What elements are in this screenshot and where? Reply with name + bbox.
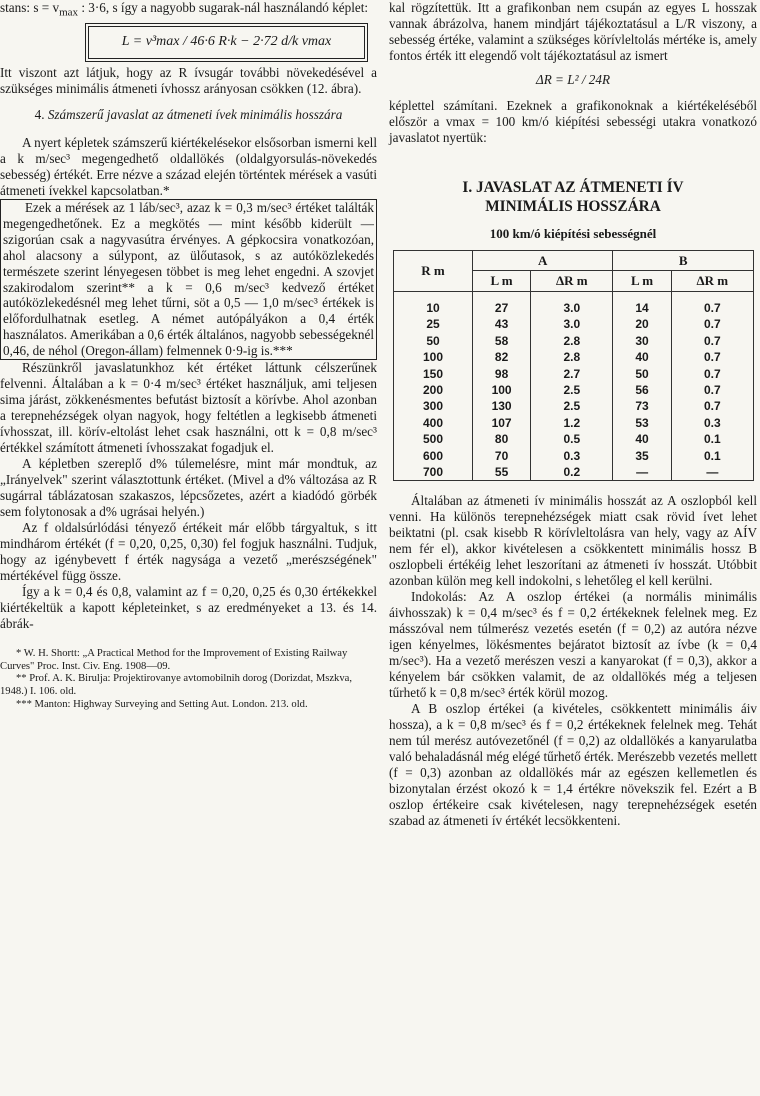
table-cell: 500 [394,431,473,447]
footnotes [0,648,377,712]
table-row [394,349,754,365]
table-cell: 130 [473,398,531,414]
col-header-dr: ΔR m [531,271,613,292]
table-cell: 10 [394,292,473,317]
table-row [394,333,754,349]
table-cell: 40 [613,349,671,365]
paragraph: Általában az átmeneti ív minimális hosszát az A oszlopból kell venni. Ha különös terepnehézségek miatt csak rövid ívet lehet beiktatni (pl. csak kisebb R körívleltolásra van hely, vagy az AÍV nem fér el), akkor kivételesen a csökkentett minimális hossz B oszlopbeli értékéig lehet leszorítani az átmeneti ív hosszát. Utóbbit azonban külön meg kell indokolni, s lehetőleg el kell kerülni. [389,493,757,589]
table-cell: 35 [613,448,671,464]
col-header-r: R m [394,250,473,291]
formula-main: L = v³max / 46·6 R·k − 2·72 d/k vmax [88,26,365,59]
formula-delta-r: ΔR = L² / 24R [535,71,611,87]
table-cell: 70 [473,448,531,464]
table-cell: 73 [613,398,671,414]
table-cell: 98 [473,366,531,382]
paragraph: Részünkről javaslatunkhoz két értéket láttunk célszerűnek felvenni. Általában a k = 0·4 m/sec³ értéket használjuk, ami teljesen sima járást, zökkenésmentes befutást biztosít a körívbe. Ahol azonban a terepnehézségek olyan nagyok, hogy feltétlen a legkisebb átmeneti ívhosszat, ill. körív-eltolást lehet csak használni, ott k = 0,8 m/sec³ értékkel számított átmeneti ívhosszakat fogadjuk el. [0,360,377,456]
table-cell: 0.3 [671,415,753,431]
table-row [394,366,754,382]
table-cell: 0.7 [671,292,753,317]
table-cell: 0.3 [531,448,613,464]
paragraph: Indokolás: Az A oszlop értékei (a normális minimális áivhosszak) k = 0,4 m/sec³ és f = 0,2 értékeknek felelnek meg. Ez másszóval nem túlmerész vezetés esetén (f = 0,2) az autóra nézve igen kényelmes, lökésmentes bejáratot biztosít az ívbe (k = 0,4 m/sec³). Ha a vezető merészen veszi a kanyarokat (f = 0,3), akkor a kényelem bár csökken valamit, de az oldallökés még a teljesen tűrhető k = 0,8 m/sec³ érték körül mozog. [389,589,757,701]
table-row [394,448,754,464]
table-cell: 0.7 [671,333,753,349]
paragraph: kal rögzítettük. Itt a grafikonban nem csupán az egyes L hosszak vannak ábrázolva, hanem mindjárt tájékoztatásul a L/R viszony, a sebesség értéke, valamint a szükséges körívleltolás mértéke is, amely fontos érték itt elegendő volt tájékoztatásul az ismert [389,0,757,63]
table-cell: 200 [394,382,473,398]
table-cell: 2.5 [531,382,613,398]
table-cell: 14 [613,292,671,317]
table-cell: 300 [394,398,473,414]
table-cell: 43 [473,317,531,333]
table-cell: 20 [613,317,671,333]
table-cell: 30 [613,333,671,349]
table-cell: 1.2 [531,415,613,431]
table-cell: 82 [473,349,531,365]
proposal-subtitle: 100 km/ó kiépítési sebességnél [489,225,657,241]
col-header-l: L m [613,271,671,292]
table-cell: — [613,464,671,481]
table-cell: 3.0 [531,292,613,317]
table-cell: 50 [394,333,473,349]
footnote: ** Prof. A. K. Birulja: Projektirovanye avtomobilnih dorog (Dorizdat, Mszkva, 1948.) I. 106. old. [0,673,353,697]
table-cell: 50 [613,366,671,382]
table-cell: 0.1 [671,431,753,447]
table-row [394,464,754,481]
table-cell: 0.5 [531,431,613,447]
col-header-a: A [473,250,613,271]
table-cell: 100 [394,349,473,365]
paragraph: Az f oldalsúrlódási tényező értékeit már előbb tárgyaltuk, s itt mindhárom értékét (f = 0,20, 0,25, 0,30) fel fogjuk használni. Tudjuk, hogy az igénybevett f érték nagysága a vezető „merészségének" mértékével függ össze. [0,520,377,583]
paragraph: képlettel számítani. Ezeknek a grafikonoknak a kiértékeléséből először a vmax = 100 km/ó kiépítési sebességi utakra vonatkozó javaslatot nyertük: [389,97,757,145]
table-cell: 53 [613,415,671,431]
left-column [0,0,377,711]
table-cell: 600 [394,448,473,464]
paragraph: A képletben szereplő d% túlemelésre, mint már mondtuk, az „Irányelvek" szerint választottunk értéket. (Mivel a d% változása az R sugárral táblázatosan szakaszos, lépcsőzetes, azért a kiadódó görbék sem folytonosak a d% ugrásai helyén.) [0,456,377,520]
transition-length-table [393,250,754,482]
table-row [394,398,754,414]
table-cell: 80 [473,431,531,447]
table-cell: 25 [394,317,473,333]
table-cell: 0.1 [671,448,753,464]
paragraph: Így a k = 0,4 és 0,8, valamint az f = 0,20, 0,25 és 0,30 értékekkel kiértékeltük a kapott képleteinket, s az eredményeket a 13. és 14. ábrák- [0,583,377,631]
table-cell: 100 [473,382,531,398]
table-row [394,431,754,447]
table-cell: 2.8 [531,333,613,349]
table-cell: 56 [613,382,671,398]
table-cell: 107 [473,415,531,431]
col-header-l: L m [473,271,531,292]
paragraph: A nyert képletek számszerű kiértékelésekor elsősorban ismerni kell a k m/sec³ megengedhető oldallökés (oldalgyorsulás-növekedés sebesség) értékét. Erre nézve a század elején történtek mérések a vasúti átmeneti ívekkel kapcsolatban.* [0,134,377,198]
table-cell: — [671,464,753,481]
table-cell: 0.7 [671,366,753,382]
table-cell: 2.8 [531,349,613,365]
col-header-dr: ΔR m [671,271,753,292]
table-cell: 40 [613,431,671,447]
intro-text: stans: $s = v_{max}$ : 3·6, s így a nagyobb sugarak-nál használandó képlet: [0,0,369,19]
table-row [394,382,754,398]
right-column [389,0,757,829]
table-row [394,292,754,317]
table-row [394,415,754,431]
table-cell: 0.7 [671,382,753,398]
table-cell: 3.0 [531,317,613,333]
table-cell: 55 [473,464,531,481]
section-heading: 4. Számszerű javaslat az átmeneti ívek minimális hosszára [34,106,343,122]
table-cell: 2.5 [531,398,613,414]
table-cell: 150 [394,366,473,382]
paragraph: Itt viszont azt látjuk, hogy az R ívsugár további növekedésével a szükséges minimális átmeneti ívhossz arányosan csökken (12. ábra). [0,64,377,96]
footnote: * W. H. Shortt: „A Practical Method for the Improvement of Existing Railway Curves" Proc. Inst. Civ. Eng. 1908—09. [0,647,348,672]
col-header-b: B [613,250,754,271]
proposal-title: I. JAVASLAT AZ ÁTMENETI ÍV MINIMÁLIS HOSSZÁRA [462,178,684,215]
table-cell: 58 [473,333,531,349]
table-cell: 400 [394,415,473,431]
table-cell: 0.7 [671,349,753,365]
table-cell: 0.2 [531,464,613,481]
paragraph-boxed: Ezek a mérések az 1 láb/sec³, azaz k = 0,3 m/sec³ értéket találták megengedhetőnek. Ez a megkötés — mint később kiderült — szigorúan csak a nagyvasútra érvényes. A gépkocsira vonatkozóan, ahol alacsony a súlypont, az ülőutasok, s az autóközlekedés természete szerint lényegesen többet is meg lehet engedni. A szovjet szakirodalom szerint** a k = 0,6 m/sec³ kedvező értéket autóközlekedésnél meg lehet tűrni, söt a 0,5 — 1,0 m/sec³ értékek is előfordulhatnak esetleg. A német autópályákon a 0,4 érték használatos. Amerikában a 0,6 érték általános, nagyobb sebességeknél 0,46, de néhol (Oregon-állam) felmennek 0·9-ig is.*** [0,199,377,361]
table-row [394,317,754,333]
footnote: *** Manton: Highway Surveying and Setting Aut. London. 213. old. [16,698,308,710]
paragraph: A B oszlop értékei (a kivételes, csökkentett minimális áiv hossza), a k = 0,8 m/sec³ és f = 0,2 értékeknek felelnek meg. Tehát nem túl merész autóvezetőnél (f = 0,2) az oldallökés a kanyarulatba való behaladásnál még elégé tűrhető érték. Merészebb vezetés mellett (f = 0,3) azonban az oldallökés már az egészen kellemetlen és bizonytalan érzést okozó k = 1,4 értékre növekszik fel. Ezért a B oszlop értékeire csak kivételesen, nagy terepnehézségek esetén szabad az átmeneti ív értékét lecsökkenteni. [389,701,757,828]
table-cell: 0.7 [671,317,753,333]
table-cell: 2.7 [531,366,613,382]
table-cell: 0.7 [671,398,753,414]
table-cell: 700 [394,464,473,481]
table-cell: 27 [473,292,531,317]
